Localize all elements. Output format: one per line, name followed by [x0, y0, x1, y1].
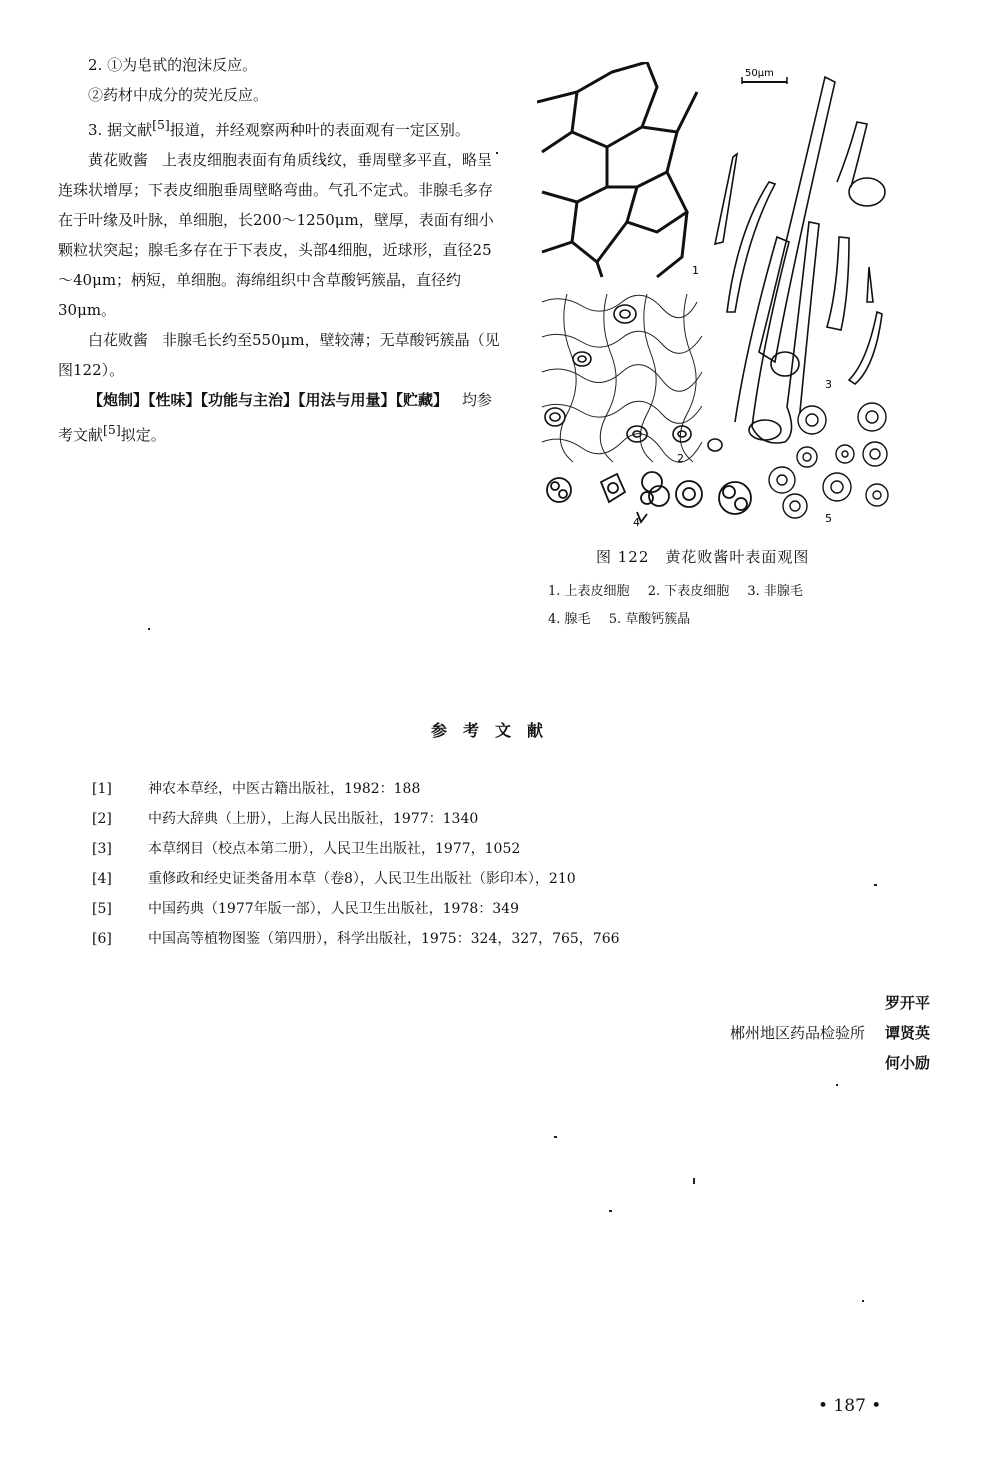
scan-speck: [836, 1084, 838, 1086]
scan-speck: [148, 628, 150, 630]
citation-5b: [5]: [103, 422, 121, 437]
section-headings: 【炮制】【性味】【功能与主治】【用法与用量】【贮藏】: [88, 391, 449, 409]
legend-item-4: 4. 腺毛: [548, 612, 591, 627]
panel-2-lower-epidermis: [542, 294, 702, 462]
paragraph-processing-post: 拟定。: [120, 426, 166, 444]
reference-item: [92, 924, 620, 954]
reference-number: [4]: [92, 871, 112, 887]
scan-speck: [862, 1300, 864, 1302]
reference-text: 重修政和经史证类备用本草（卷8），人民卫生出版社（影印本），210: [148, 871, 576, 887]
reference-text: 中国药典（1977年版一部），人民卫生出版社，1978：349: [148, 901, 519, 917]
scan-speck: [554, 1136, 557, 1138]
text-line-2b: ②药材中成分的荧光反应。: [88, 86, 269, 104]
author-block: [730, 988, 930, 1078]
legend-item-1: 1. 上表皮细胞: [548, 584, 630, 599]
author-name: 罗开平: [884, 994, 930, 1012]
panel-2-stomata: [545, 305, 722, 451]
author-name: 何小励: [884, 1054, 930, 1072]
text-line-3-post: 报道，并经观察两种叶的表面观有一定区别。: [169, 121, 470, 139]
reference-number: [5]: [92, 901, 112, 917]
term-huanghua-baijiang: 黄花败酱: [88, 151, 149, 169]
reference-item: [92, 834, 620, 864]
legend-item-2: 2. 下表皮细胞: [647, 584, 730, 599]
reference-number: [1]: [92, 781, 112, 797]
term-baihua-baijiang: 白花败酱: [88, 331, 149, 349]
legend-item-3: 3. 非腺毛: [747, 584, 803, 599]
page-number: • 187 •: [818, 1396, 882, 1416]
reference-item: [92, 894, 620, 924]
reference-number: [2]: [92, 811, 112, 827]
paragraph-huanghua-body: 上表皮细胞表面有角质线纹，垂周壁多平直，略呈连珠状增厚；下表皮细胞垂周壁略弯曲。气孔不定式。非腺毛多存在于叶缘及叶脉，单细胞，长200～1250μm，壁厚，表面有细小颗粒状突起；腺毛多存在于下表皮，头部4细胞，近球形，直径25～40μm；柄短，单细胞。海绵组织中含草酸钙簇晶，直径约30μm。: [58, 151, 494, 319]
scan-speck: [609, 1210, 612, 1212]
author-row: [730, 1048, 930, 1078]
reference-text: 中药大辞典（上册），上海人民出版社，1977：1340: [148, 811, 479, 827]
figure-legend-row-1: [548, 578, 817, 606]
reference-item: [92, 774, 620, 804]
panel-3-nonglandular-hairs: [715, 77, 885, 443]
paragraph-baihua: [58, 325, 504, 385]
figure-legend: [548, 578, 817, 634]
author-affiliation: 郴州地区药品检验所: [729, 1024, 865, 1042]
reference-text: 本草纲目（校点本第二册），人民卫生出版社，1977，1052: [148, 841, 521, 857]
reference-item: [92, 864, 620, 894]
paragraph-baihua-body: 非腺毛长约至550μm，壁较薄；无草酸钙簇晶（见图122）。: [58, 331, 500, 379]
scale-bar-label: 50μm: [745, 68, 774, 79]
panel-2-label: 2: [677, 452, 684, 465]
panel-4-label: 4: [633, 516, 640, 529]
author-row: [730, 988, 930, 1018]
figure-122-drawing: [537, 62, 902, 532]
legend-item-5: 5. 草酸钙簇晶: [608, 612, 691, 627]
references-title: 参考文献: [430, 721, 559, 740]
scan-speck: [874, 884, 877, 886]
text-line-3-pre: 3. 据文献: [88, 121, 153, 139]
panel-5-calcium-oxalate-clusters: [769, 403, 888, 518]
citation-5: [5]: [152, 117, 170, 132]
panel-3-label: 3: [825, 378, 832, 391]
text-line-3: [58, 110, 504, 145]
author-row: [730, 1018, 930, 1048]
panel-1-upper-epidermis: [537, 62, 697, 277]
figure-caption: 图 122 黄花败酱叶表面观图: [596, 548, 810, 566]
reference-text: 神农本草经，中医古籍出版社，1982：188: [148, 781, 421, 797]
scan-speck: [496, 152, 498, 154]
text-line-2a: 2. ①为皂甙的泡沫反应。: [88, 56, 258, 74]
author-name: 谭贤英: [884, 1024, 930, 1042]
reference-number: [6]: [92, 931, 112, 947]
paragraph-processing: [58, 385, 504, 450]
paragraph-huanghua: [58, 145, 504, 325]
reference-text: 中国高等植物图鉴（第四册），科学出版社，1975：324，327，765，766: [148, 931, 620, 947]
panel-1-label: 1: [692, 264, 699, 277]
paragraph-processing-pre: 均参考文献: [58, 391, 493, 444]
reference-number: [3]: [92, 841, 112, 857]
main-text-column: [58, 50, 504, 450]
panel-4-glandular-hairs: [547, 472, 751, 522]
reference-item: [92, 804, 620, 834]
panel-5-label: 5: [825, 512, 832, 525]
figure-legend-row-2: [548, 606, 817, 634]
scan-speck: [693, 1178, 695, 1184]
references-list: [92, 774, 620, 954]
